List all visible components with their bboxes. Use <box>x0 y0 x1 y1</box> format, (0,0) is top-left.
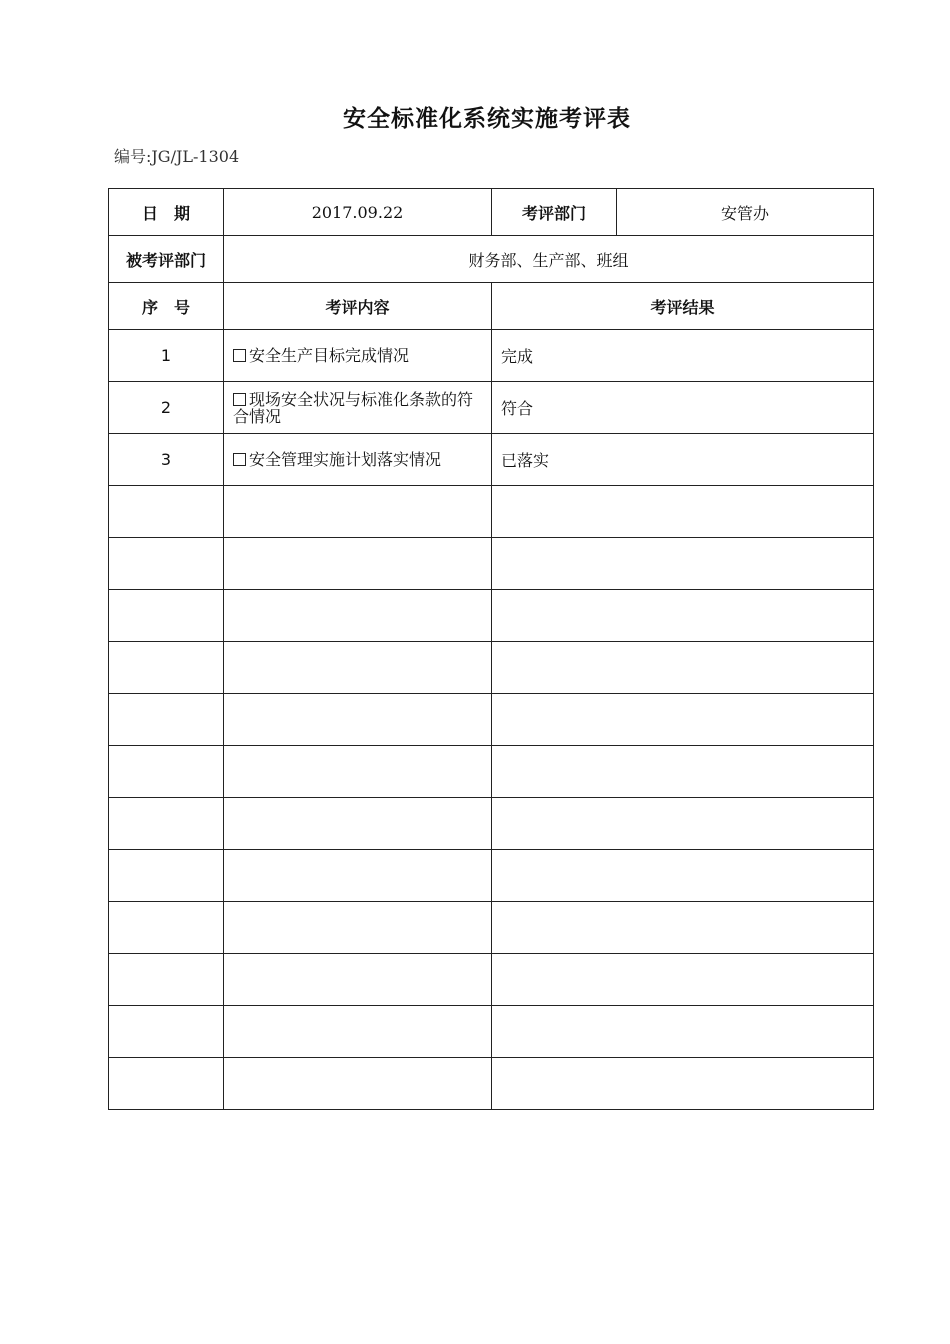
empty-row <box>109 746 874 798</box>
checkbox-icon[interactable] <box>233 453 246 466</box>
empty-cell <box>492 590 874 642</box>
empty-row <box>109 538 874 590</box>
empty-cell <box>109 486 224 538</box>
date-value: 2017.09.22 <box>224 189 492 236</box>
checkbox-icon[interactable] <box>233 349 246 362</box>
empty-cell <box>224 798 492 850</box>
empty-cell <box>109 850 224 902</box>
row-seq: 1 <box>109 330 224 382</box>
empty-cell <box>224 538 492 590</box>
column-header-row <box>109 283 874 330</box>
col-result-header: 考评结果 <box>492 283 874 330</box>
evaluation-table <box>108 188 874 1110</box>
row-content-text: 现场安全状况与标准化条款的符合情况 <box>233 389 474 426</box>
empty-row <box>109 694 874 746</box>
empty-cell <box>109 798 224 850</box>
row-content-text: 安全生产目标完成情况 <box>249 346 410 365</box>
row-content <box>224 382 492 434</box>
table-row <box>109 330 874 382</box>
document-title: 安全标准化系统实施考评表 <box>343 106 631 132</box>
table-row <box>109 434 874 486</box>
row-result: 已落实 <box>492 434 874 486</box>
empty-row <box>109 1058 874 1110</box>
dept-value: 安管办 <box>617 189 874 236</box>
empty-cell <box>224 486 492 538</box>
empty-cell <box>109 902 224 954</box>
empty-cell <box>224 746 492 798</box>
empty-cell <box>492 538 874 590</box>
empty-cell <box>492 902 874 954</box>
row-content <box>224 330 492 382</box>
empty-cell <box>492 1006 874 1058</box>
dept-label: 考评部门 <box>492 189 617 236</box>
empty-row <box>109 902 874 954</box>
col-content-header: 考评内容 <box>224 283 492 330</box>
empty-row <box>109 850 874 902</box>
date-row <box>109 189 874 236</box>
empty-cell <box>492 954 874 1006</box>
date-label: 日 期 <box>109 189 224 236</box>
row-seq: 2 <box>109 382 224 434</box>
empty-cell <box>224 694 492 746</box>
empty-cell <box>492 798 874 850</box>
row-content <box>224 434 492 486</box>
empty-row <box>109 1006 874 1058</box>
empty-cell <box>492 1058 874 1110</box>
empty-cell <box>224 590 492 642</box>
evaluated-value: 财务部、生产部、班组 <box>224 236 874 283</box>
empty-cell <box>224 954 492 1006</box>
empty-cell <box>109 694 224 746</box>
empty-cell <box>224 1006 492 1058</box>
empty-cell <box>492 850 874 902</box>
empty-cell <box>109 590 224 642</box>
row-result: 完成 <box>492 330 874 382</box>
empty-cell <box>109 538 224 590</box>
evaluated-row <box>109 236 874 283</box>
empty-cell <box>224 902 492 954</box>
empty-cell <box>224 1058 492 1110</box>
empty-cell <box>109 642 224 694</box>
empty-cell <box>492 642 874 694</box>
checkbox-icon[interactable] <box>233 393 246 406</box>
empty-cell <box>109 746 224 798</box>
empty-row <box>109 642 874 694</box>
empty-row <box>109 486 874 538</box>
evaluated-label: 被考评部门 <box>109 236 224 283</box>
col-seq-header: 序 号 <box>109 283 224 330</box>
row-seq: 3 <box>109 434 224 486</box>
empty-cell <box>224 850 492 902</box>
row-content-text: 安全管理实施计划落实情况 <box>249 450 442 469</box>
empty-row <box>109 798 874 850</box>
empty-cell <box>109 1006 224 1058</box>
document-code: 编号:JG/JL-1304 <box>114 147 240 166</box>
empty-cell <box>109 954 224 1006</box>
empty-row <box>109 954 874 1006</box>
empty-cell <box>492 746 874 798</box>
row-result: 符合 <box>492 382 874 434</box>
empty-cell <box>224 642 492 694</box>
empty-cell <box>492 694 874 746</box>
empty-cell <box>492 486 874 538</box>
table-row <box>109 382 874 434</box>
empty-cell <box>109 1058 224 1110</box>
empty-row <box>109 590 874 642</box>
